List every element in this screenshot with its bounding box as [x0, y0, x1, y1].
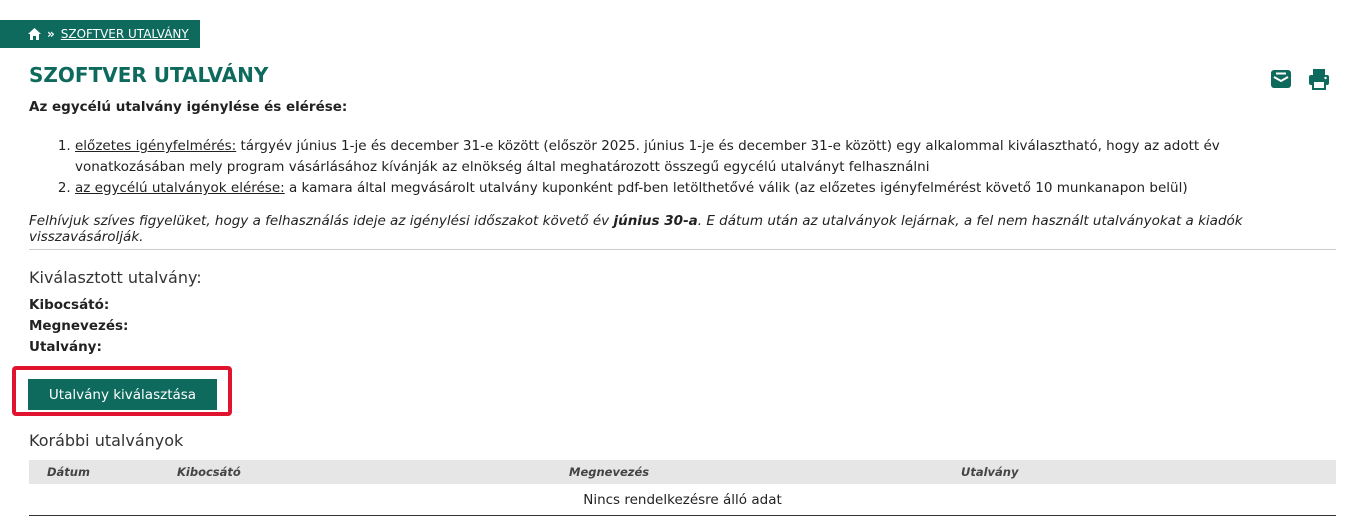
selected-voucher-heading: Kiválasztott utalvány:	[29, 268, 202, 287]
envelope-icon[interactable]	[1269, 67, 1293, 91]
note-date: június 30-a	[613, 213, 698, 229]
name-label: Megnevezés:	[29, 318, 129, 334]
select-voucher-button[interactable]: Utalvány kiválasztása	[28, 379, 217, 410]
page-title: SZOFTVER UTALVÁNY	[29, 63, 269, 87]
issuer-label: Kibocsátó:	[29, 297, 110, 313]
home-icon[interactable]	[28, 28, 41, 40]
breadcrumb	[0, 20, 200, 48]
printer-icon[interactable]	[1307, 67, 1331, 91]
steps-list	[29, 136, 1289, 199]
list-item	[75, 178, 1289, 199]
column-header-name[interactable]: Megnevezés	[569, 465, 650, 479]
breadcrumb-link[interactable]: SZOFTVER UTALVÁNY	[60, 27, 189, 41]
table-header	[29, 460, 1336, 484]
breadcrumb-separator: »	[47, 27, 55, 41]
step-text: a kamara által megvásárolt utalvány kuponként pdf-ben letölthetővé válik (az előzetes igényfelmérést követő 10 munkanapon belül)	[284, 180, 1188, 196]
step-label: előzetes igényfelmérés:	[75, 138, 237, 154]
note-text: Felhívjuk szíves figyelüket, hogy a felhasználás ideje az igénylési időszakot követő év	[29, 213, 614, 229]
page-subtitle: Az egycélú utalvány igénylése és elérése:	[29, 99, 348, 115]
page-tools	[1269, 67, 1331, 91]
divider	[29, 249, 1336, 250]
column-header-issuer[interactable]: Kibocsátó	[177, 465, 241, 479]
voucher-label: Utalvány:	[29, 339, 102, 355]
expiry-note	[29, 213, 1351, 245]
previous-vouchers-heading: Korábbi utalványok	[29, 431, 184, 450]
step-text: tárgyév június 1-je és december 31-e között (először 2025. június 1-je és december 31-e között) egy alkalommal kiválasztható, hogy az adott év vonatkozásában mely program vásárlásához kívánják az elnökség által meghatározott összegű egycélú utalványt felhasználni	[75, 138, 1220, 175]
column-header-date[interactable]: Dátum	[47, 465, 90, 479]
column-header-voucher[interactable]: Utalvány	[961, 465, 1019, 479]
step-label: az egycélú utalványok elérése:	[75, 180, 285, 196]
list-item	[75, 136, 1289, 178]
table-empty-row: Nincs rendelkezésre álló adat	[29, 484, 1336, 516]
note-text: . E dátum után az utalványok lejárnak, a fel nem használt utalványokat a kiadók visszavásárolják.	[29, 213, 1243, 245]
